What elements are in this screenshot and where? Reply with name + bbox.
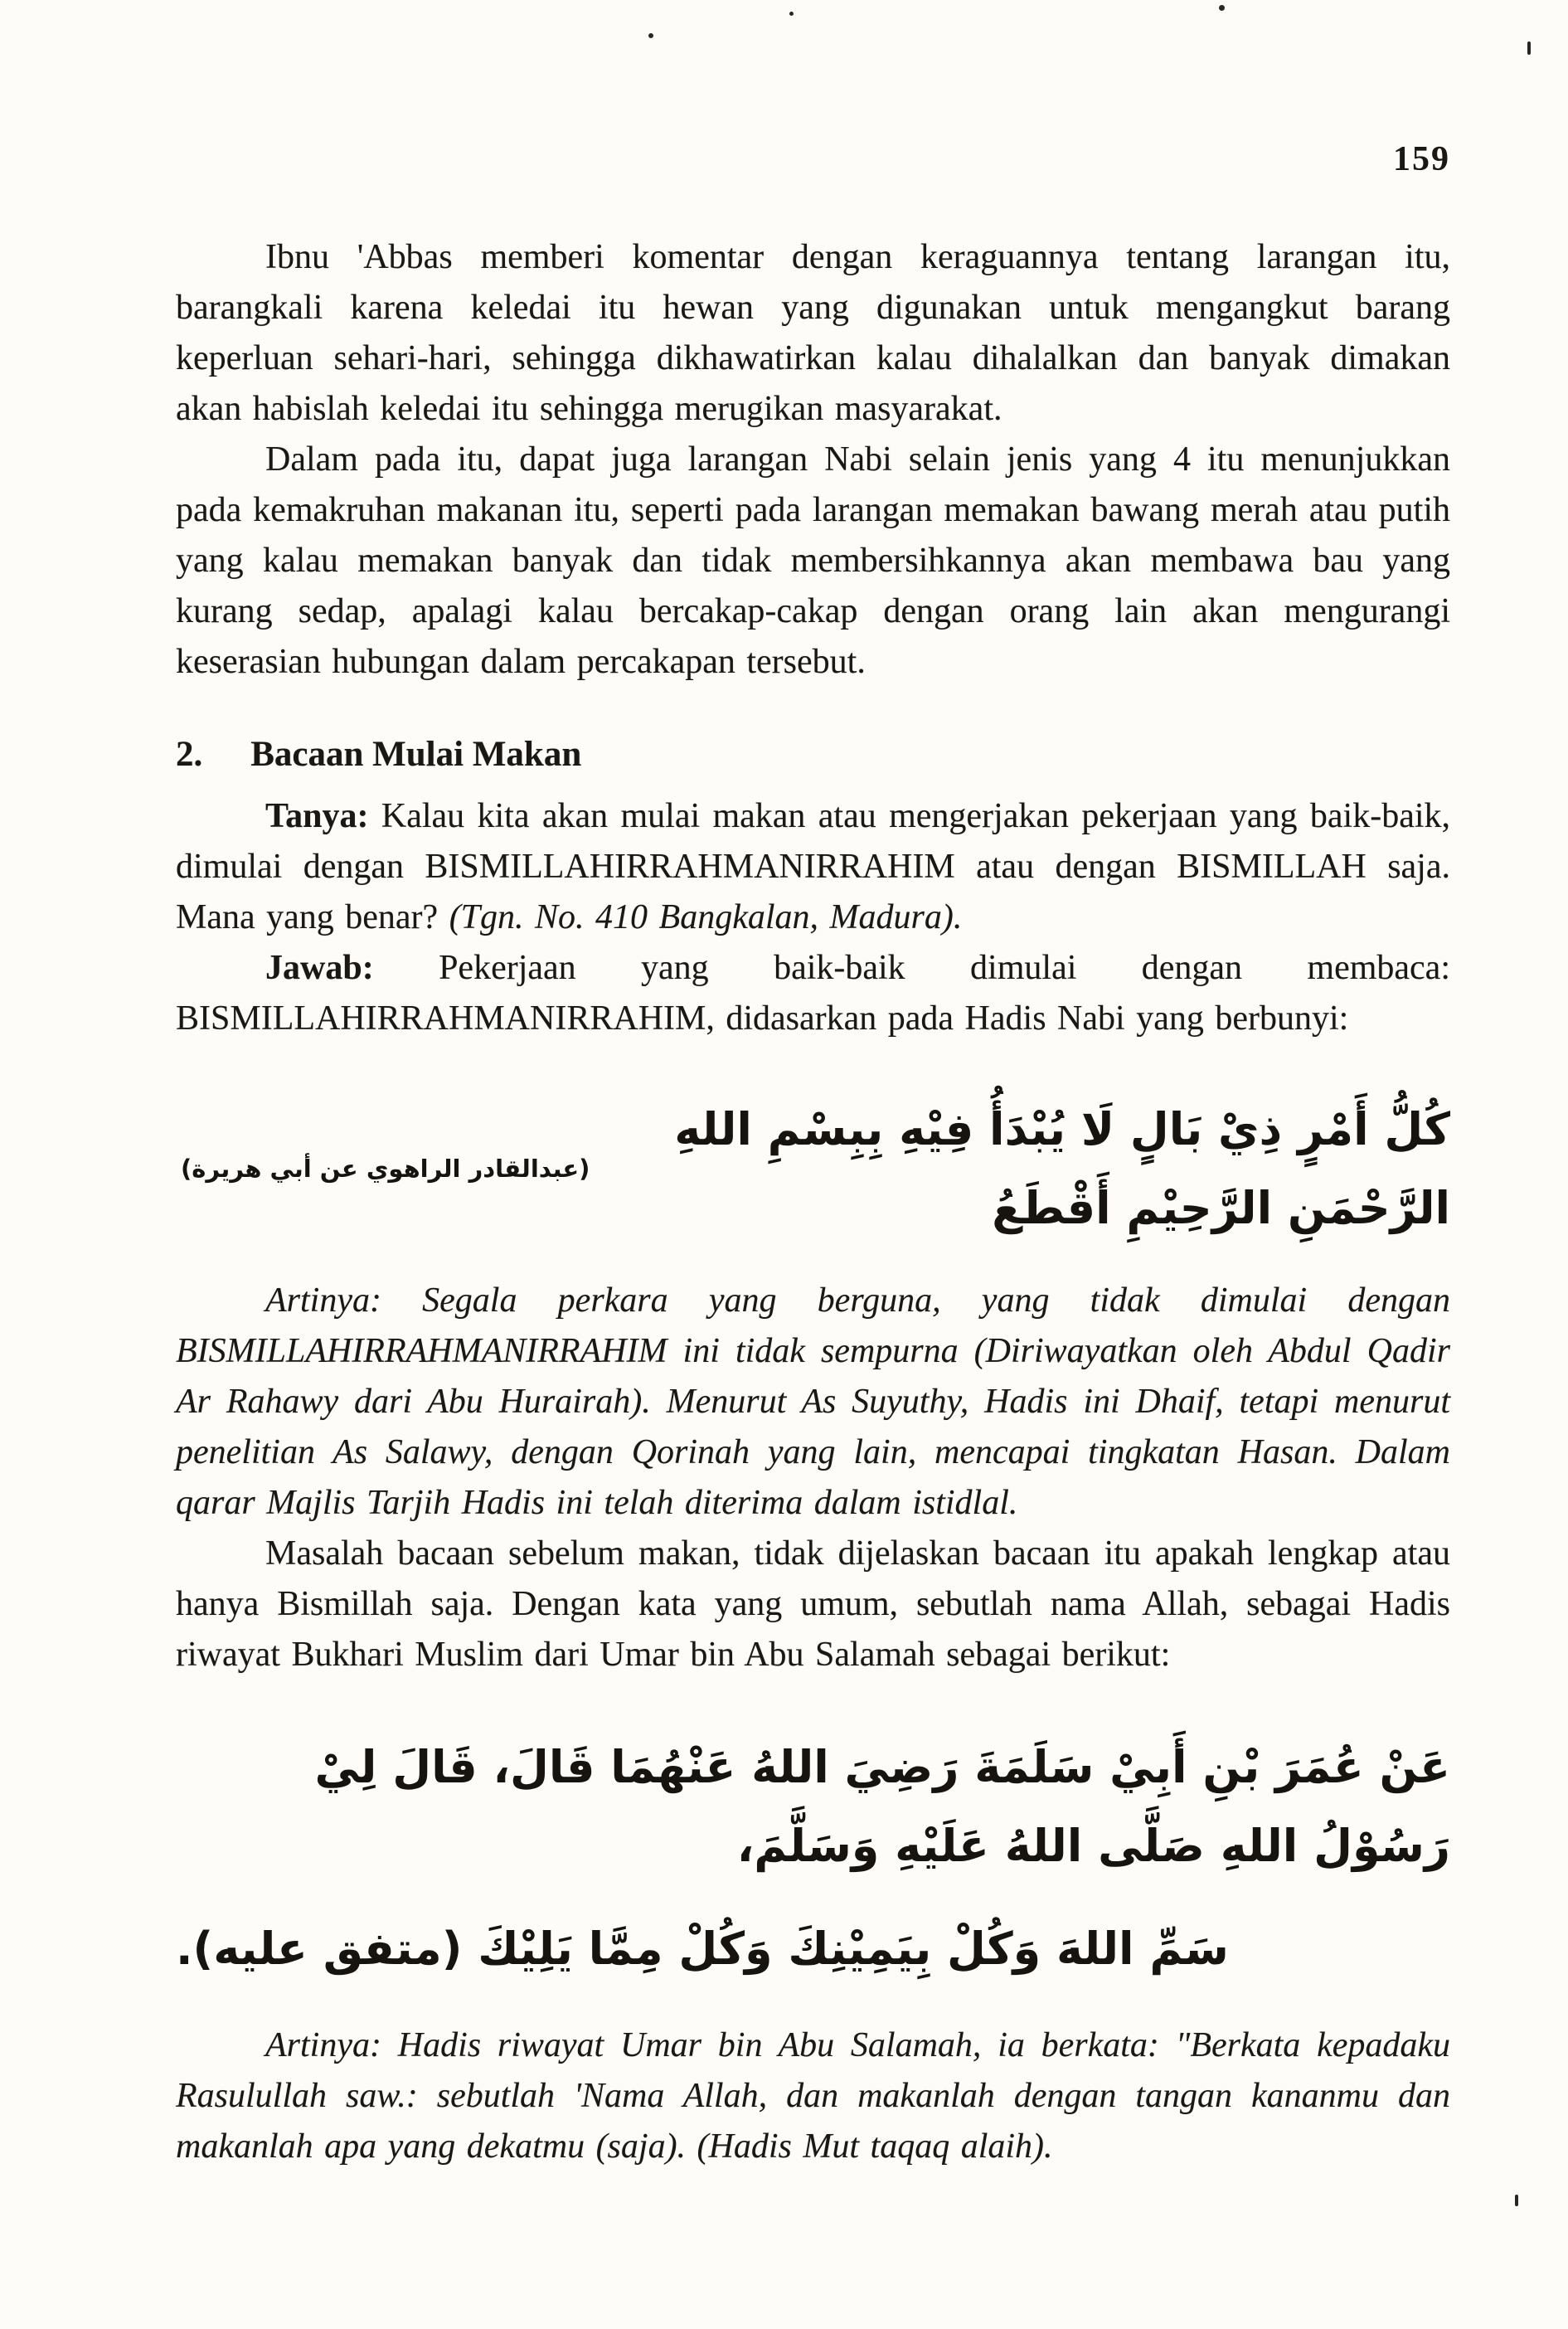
- paragraph-dalam-pada-itu: Dalam pada itu, dapat juga larangan Nabi selain jenis yang 4 itu menunjukkan pada kemakruhan makanan itu, seperti pada larangan memakan bawang merah atau putih yang kalau memakan banyak dan tidak membersihkannya akan membawa bau yang kurang sedap, apalagi kalau bercakap-cakap dengan orang lain akan mengurangi keserasian hubungan dalam percakapan tersebut.: [176, 440, 1450, 681]
- hadith2-arabic-line-1: عَنْ عُمَرَ بْنِ أَبِيْ سَلَمَةَ رَضِيَ اللهُ عَنْهُمَا قَالَ، قَالَ لِيْ رَسُوْلُ اللهِ صَلَّى اللهُ عَلَيْهِ وَسَلَّمَ،: [314, 1741, 1450, 1872]
- scan-artifact: [1219, 5, 1225, 11]
- hadith1-arabic-text: كُلُّ أَمْرٍ ذِيْ بَالٍ لَا يُبْدَأُ فِيْهِ بِبِسْمِ اللهِ الرَّحْمَنِ الرَّحِيْمِ أَقْطَعُ: [674, 1103, 1450, 1234]
- scan-artifact: [1515, 2195, 1518, 2206]
- paragraph-ibnu-abbas: Ibnu 'Abbas memberi komentar dengan keraguannya tentang larangan itu, barangkali karena keledai itu hewan yang digunakan untuk mengangkut barang keperluan sehari-hari, sehingga dikhawatirkan kalau dihalalkan dan banyak dimakan akan habislah keledai itu sehingga merugikan masyarakat.: [176, 238, 1450, 428]
- scan-artifact: [648, 33, 653, 38]
- hadith2-arabic-line-2: سَمِّ اللهَ وَكُلْ بِيَمِيْنِكَ وَكُلْ مِمَّا يَلِيْكَ (متفق عليه).: [176, 1923, 1229, 1975]
- hadith1-attribution: (عبدالقادر الراهوي عن أبي هريرة): [181, 1155, 590, 1184]
- scan-artifact: [1527, 41, 1531, 55]
- tanya-text: Kalau kita akan mulai makan atau mengerjakan pekerjaan yang baik-baik, dimulai dengan BISMILLAHIRRAHMANIRRAHIM atau dengan BISMILLAH saja. Mana yang benar?: [176, 797, 1450, 936]
- section-heading: [176, 729, 1450, 780]
- page-number: 159: [1393, 140, 1450, 178]
- section-number: 2.: [176, 735, 203, 774]
- paragraph-tanya: [176, 791, 1450, 943]
- tanya-label: Tanya:: [265, 797, 369, 835]
- paragraph-artinya-1: Artinya: Segala perkara yang berguna, yang tidak dimulai dengan BISMILLAHIRRAHMANIRRAHIM ini tidak sempurna (Diriwayatkan oleh Abdul Qadir Ar Rahawy dari Abu Hurairah). Menurut As Suyuthy, Hadis ini Dhaif, tetapi menurut penelitian As Salawy, dengan Qorinah yang lain, mencapai tingkatan Hasan. Dalam qarar Majlis Tarjih Hadis ini telah diterima dalam istidlal.: [176, 1281, 1450, 1522]
- page-content: [176, 139, 1450, 2172]
- scan-artifact: [789, 12, 794, 16]
- paragraph-masalah-bacaan: Masalah bacaan sebelum makan, tidak dijelaskan bacaan itu apakah lengkap atau hanya Bismillah saja. Dengan kata yang umum, sebutlah nama Allah, sebagai Hadis riwayat Bukhari Muslim dari Umar bin Abu Salamah sebagai berikut:: [176, 1534, 1450, 1674]
- jawab-label: Jawab:: [265, 949, 374, 987]
- hadith-arabic-1: [176, 1091, 1450, 1247]
- tanya-citation: (Tgn. No. 410 Bangkalan, Madura).: [449, 898, 963, 936]
- hadith-arabic-2: [176, 1729, 1450, 1989]
- jawab-text: Pekerjaan yang baik-baik dimulai dengan membaca: BISMILLAHIRRAHMANIRRAHIM, didasarkan pada Hadis Nabi yang berbunyi:: [176, 949, 1450, 1038]
- paragraph-jawab: [176, 943, 1450, 1044]
- section-title: Bacaan Mulai Makan: [250, 735, 582, 774]
- paragraph-artinya-2: Artinya: Hadis riwayat Umar bin Abu Salamah, ia berkata: "Berkata kepadaku Rasulullah saw.: sebutlah 'Nama Allah, dan makanlah dengan tangan kananmu dan makanlah apa yang dekatmu (saja). (Hadis Mut taqaq alaih).: [176, 2025, 1450, 2166]
